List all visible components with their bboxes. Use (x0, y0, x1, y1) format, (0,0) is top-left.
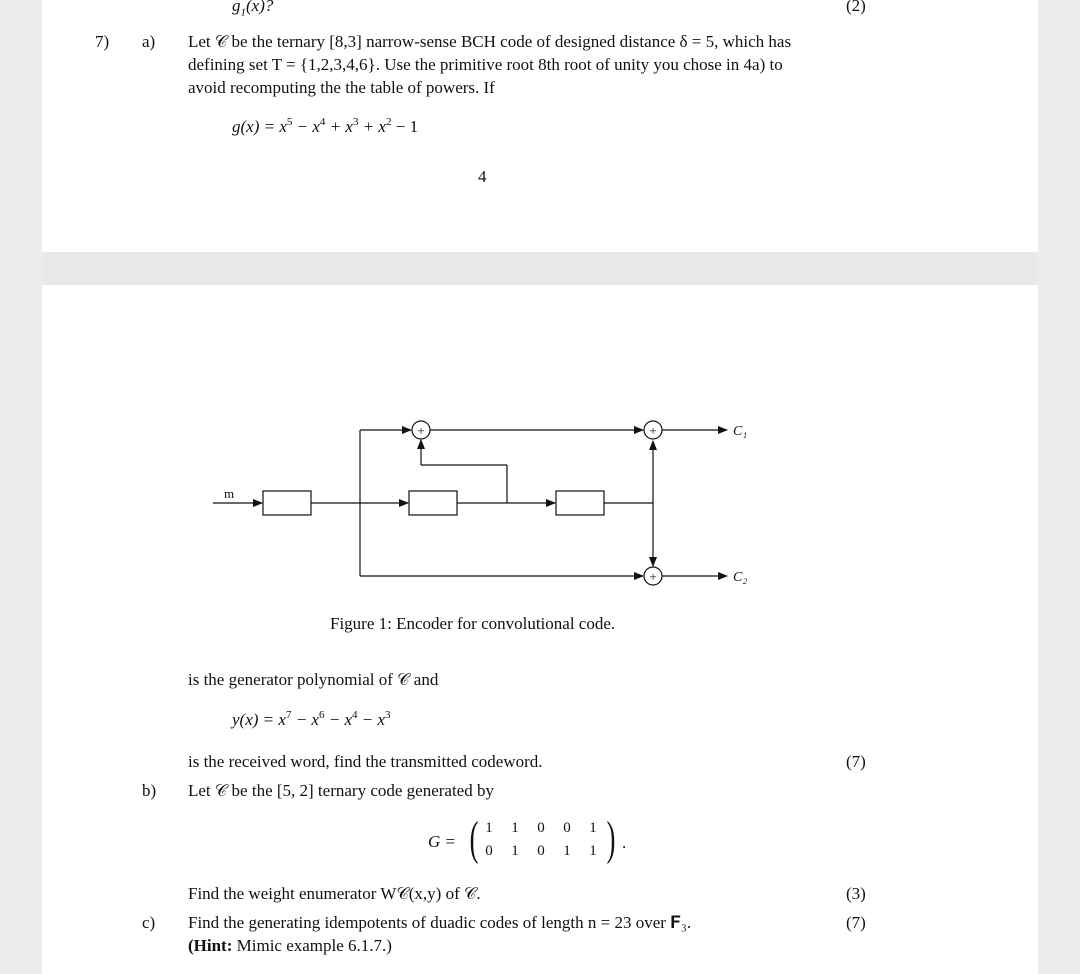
input-label: m (224, 486, 235, 501)
part-b-marks: (3) (846, 884, 866, 903)
question-number: 7) (95, 32, 110, 51)
matrix-cell: 1 (511, 820, 519, 836)
shift-register-1 (263, 491, 311, 515)
matrix-cell: 0 (537, 820, 545, 836)
prev-question-marks: (2) (846, 0, 866, 15)
part-c-hint: (Hint: Mimic example 6.1.7.) (188, 936, 392, 955)
shift-register-3 (556, 491, 604, 515)
matrix-cell: 1 (511, 843, 519, 859)
matrix-label: G = (428, 832, 456, 851)
matrix-left-paren: ( (469, 812, 479, 865)
shift-register-2 (409, 491, 457, 515)
matrix-cell: 1 (563, 843, 571, 859)
part-c-text: Find the generating idempotents of duadic codes of length n = 23 over 𝐅₃. (188, 913, 692, 932)
part-c-marks: (7) (846, 913, 866, 932)
part-a-marks: (7) (846, 752, 866, 771)
matrix-cell: 1 (589, 820, 597, 836)
adder-1-symbol: + (417, 423, 425, 438)
part-a-label: a) (142, 32, 156, 51)
adder-3-symbol: + (649, 569, 657, 584)
part-b-text: Let 𝒞 be the [5, 2] ternary code generated by (188, 781, 494, 800)
part-c-label: c) (142, 913, 156, 932)
page-number: 4 (478, 167, 487, 186)
matrix-cell: 1 (485, 820, 493, 836)
adder-2-symbol: + (649, 423, 657, 438)
part-b-label: b) (142, 781, 157, 800)
part-a-line-1: Let 𝒞 be the ternary [8,3] narrow-sense BCH code of designed distance δ = 5, which has (188, 32, 792, 51)
matrix-cell: 0 (485, 843, 493, 859)
part-b-question: Find the weight enumerator W𝒞(x,y) of 𝒞. (188, 884, 481, 903)
part-a-line-3: avoid recomputing the the table of powers. If (188, 78, 495, 97)
matrix-cell: 1 (589, 843, 597, 859)
matrix-period: . (622, 833, 627, 852)
matrix-cell: 0 (537, 843, 545, 859)
matrix-right-paren: ) (606, 812, 616, 865)
after-figure-text: is the generator polynomial of 𝒞 and (188, 670, 439, 689)
output-c1-label: C₁ (733, 424, 748, 439)
received-word-polynomial: $y(x) = x^7 - x^6 - x^4 - x^3$ (232, 709, 391, 729)
part-a-line-2: defining set T = {1,2,3,4,6}. Use the primitive root 8th root of unity you chose in 4a) to (188, 55, 783, 74)
figure-caption: Figure 1: Encoder for convolutional code. (330, 614, 616, 633)
output-c2-label: C₂ (733, 570, 748, 585)
received-word-text: is the received word, find the transmitted codeword. (188, 752, 543, 771)
prev-question-formula: $g_1(x)$? (232, 0, 274, 19)
generator-polynomial: $g(x) = x^5 - x^4 + x^3 + x^2 - 1$ (232, 116, 419, 136)
matrix-cell: 0 (563, 820, 571, 836)
